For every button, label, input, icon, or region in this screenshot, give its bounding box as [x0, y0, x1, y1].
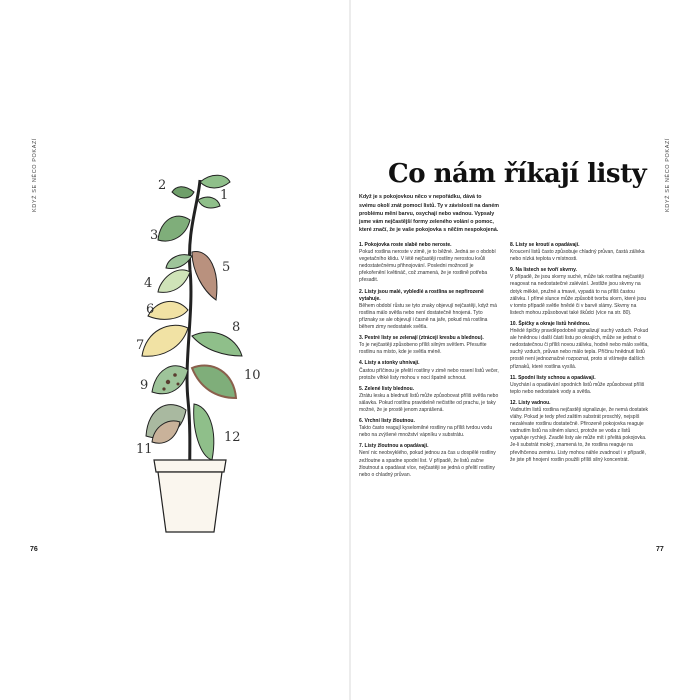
- label-11: 11: [136, 442, 153, 457]
- list-item: [510, 321, 650, 371]
- item-text: Během období růstu se tyto znaky objevují nejčastěji, když má rostlina málo světla nebo není dostatečně hnojená. Tyto příznaky se ale objevují i časně na jaře, pokud má rostlina během zimy nedostatek světla.: [359, 302, 497, 331]
- item-text: Usychání a opadávání spodních listů může způsobovat příliš teplo nebo nedostatek vody a světla.: [510, 381, 645, 395]
- item-text: Ztrátu lesku a blednutí listů může způsobovat příliš světla nebo sálavka. Pokud rostlinu pravidelně nečistíte od prachu, je taky možné, že je prostě jenom zaprášená.: [359, 392, 499, 413]
- running-head-right: KDYŽ SE NĚCO POKAZÍ: [665, 137, 671, 212]
- label-6: 6: [146, 302, 155, 317]
- label-4: 4: [144, 276, 153, 291]
- item-heading: 1. Pokojovka roste slabě nebo neroste.: [359, 242, 452, 248]
- item-text: Pokud rostlina neroste v zimě, je to běžné. Jedná se o období vegetačního klidu. V létě nejčastěji rostliny nerostou kvůli nedostatečnému přihnojování. Posledni možností je překořenění květináč, což znamená, že je rostlině potřeba přesadit.: [359, 249, 496, 284]
- intro-paragraph: Když je s pokojovkou něco v nepořádku, dává to svému okolí znát pomocí listů. Ty v závislosti na daném problému mění barvu, osychají nebo vadnou. Vypsaly jsme vám nejčastější formy zeleného volání o pomoc, které značí, že je vaše pokojovka s něčím nespokojená.: [359, 194, 500, 234]
- list-item: [510, 375, 650, 396]
- item-text: V případě, že jsou skvrny suché, může tak rostlina nejčastěji reagovat na nedostatečné zalévání. Jestliže jsou skvrny na dotyk měkké, pružné a tmavé, vypadá to na příliš častou zálivku. I přímé slunce může způsobit tvorbu skvrn, které jsou v tomto případě světle hnědé či v barvě slámy. Skvrny na listech mohou způsobovat také škůdci (více na str. 80).: [510, 274, 647, 316]
- running-head-left: KDYŽ SE NĚCO POKAZÍ: [32, 137, 38, 212]
- page-number-left: 76: [30, 546, 38, 553]
- item-heading: 5. Zelené listy blednou.: [359, 385, 415, 392]
- list-item: [359, 386, 499, 414]
- list-item: [359, 335, 499, 356]
- page-title: Co nám říkají listy: [388, 159, 647, 190]
- list-item: [510, 242, 650, 263]
- label-12: 12: [224, 430, 241, 445]
- list-item: [510, 400, 650, 464]
- item-heading: 2. Listy jsou malé, vybledlé a rostlina se nepřirozeně vytahuje.: [359, 288, 484, 302]
- list-item: [359, 289, 499, 332]
- item-heading: 11. Spodní listy schnou a opadávají.: [510, 374, 596, 381]
- list-item: [359, 360, 499, 381]
- list-item: [359, 418, 499, 439]
- item-heading: 7. Listy žloutnou a opadávají.: [359, 443, 429, 450]
- item-heading: 9. Na listech se tvoří skvrny.: [510, 267, 577, 274]
- label-3: 3: [150, 228, 159, 243]
- text-column-right: [510, 242, 650, 468]
- item-heading: 8. Listy se kroutí a opadávají.: [510, 242, 580, 248]
- plant-illustration: [120, 160, 280, 540]
- label-10: 10: [244, 368, 261, 383]
- item-text: Takto často reagují kyselomilné rostliny na příliš tvrdou vodu nebo na zvýšené množství vápníku v substrátu.: [359, 425, 493, 439]
- item-text: To je nejčastěji způsobeno příliš silným světlem. Přesuňte rostlinu na místo, kde je světla méně.: [359, 342, 487, 356]
- label-9: 9: [140, 378, 149, 393]
- list-item: [359, 242, 499, 285]
- item-heading: 4. Listy a stonky uhnívají.: [359, 360, 420, 367]
- item-heading: 6. Vrchní listy žloutnou.: [359, 418, 415, 425]
- label-2: 2: [158, 178, 167, 193]
- item-heading: 12. Listy vadnou.: [510, 399, 551, 406]
- item-heading: 3. Pestré listy se zelenají (ztrácejí kresbu a blednou).: [359, 335, 484, 342]
- item-text: Častou příčinou je přelití rostliny v zimě nebo rosení listů večer, protože vlhké listy mohou v noci špatně schnout.: [359, 367, 499, 381]
- label-5: 5: [222, 260, 231, 275]
- label-7: 7: [136, 338, 145, 353]
- item-text: Kroucení listů často způsobuje chladný průvan, častá zálivka nebo nízká teplota v místnosti.: [510, 249, 645, 263]
- list-item: [359, 443, 499, 478]
- label-8: 8: [232, 320, 241, 335]
- item-heading: 10. Špičky a okraje listů hnědnou.: [510, 320, 591, 327]
- item-text: Není nic neobvyklého, pokud jednou za čas u dospělé rostliny zežloutne a spadne spodní list. V případě, že listů začne žloutnout a opadávat více, nejčastěji se jedná o přelití rostliny nebo o chladný průvan.: [359, 450, 496, 478]
- list-item: [510, 267, 650, 317]
- page-number-right: 77: [656, 546, 664, 553]
- page-gutter: [349, 0, 351, 700]
- text-column-left: [359, 242, 499, 483]
- item-text: Hnědé špičky pravděpodobně signalizují suchý vzduch. Pokud ale hnědnou i další části listu po okrajích, může se jednat o nedostatečnou či příliš novou zálivku, hodně nebo málo světla, suchý vzduch, průvan nebo málo tepla. Příčinu hnědnutí listů prostě není jednoznačné rozpoznat, proto si všímejte dalších příznaků, které rostlina vysílá.: [510, 328, 649, 370]
- item-text: Vadnutím listů rostlina nejčastěji signalizuje, že nemá dostatek vláhy. Pokud je tedy před zalitím substrát proschlý, nejspíš nezalévate rostlinu dostatečně. Přirozeně pokojovka reaguje vadnutím listů na silném slunci, protože se voda z listů vypařuje rychleji. Zvadlé listy ale může mít i přelitá pokojovka. Je-li substrát mokrý, znamená to, že rostlina reaguje na převlhčenou zeminu. Listy mohou náhle zvadnout i v případě, že jste při hnojení rostlin použili příliš silný koncentrát.: [510, 406, 649, 463]
- label-1: 1: [220, 188, 229, 203]
